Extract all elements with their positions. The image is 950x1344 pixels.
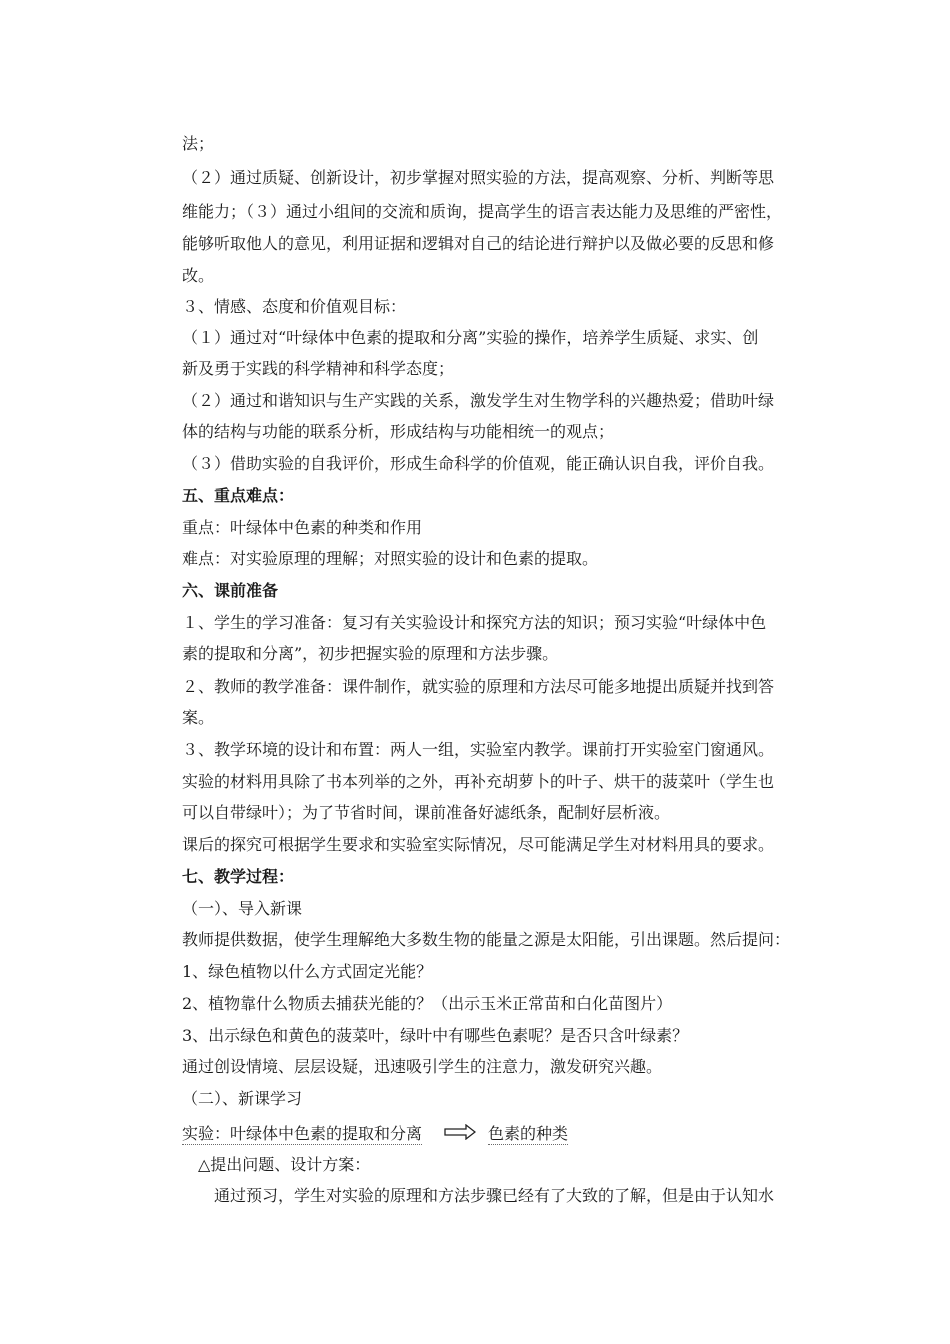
text-line: 改。 <box>182 266 215 285</box>
text-line: 通过预习，学生对实验的原理和方法步骤已经有了大致的了解，但是由于认知水 <box>214 1186 775 1205</box>
section-heading: 七、教学过程： <box>182 867 295 886</box>
text-line: 体的结构与功能的联系分析，形成结构与功能相统一的观点； <box>182 422 615 441</box>
right-arrow-icon <box>444 1124 476 1146</box>
text-line: 维能力；（３）通过小组间的交流和质询，提高学生的语言表达能力及思维的严密性， <box>182 202 783 221</box>
text-line: （３）借助实验的自我评价，形成生命科学的价值观，能正确认识自我，评价自我。 <box>182 454 775 473</box>
text-line: 实验的材料用具除了书本列举的之外，再补充胡萝卜的叶子、烘干的菠菜叶（学生也 <box>182 772 775 791</box>
text-line: 素的提取和分离”，初步把握实验的原理和方法步骤。 <box>182 644 559 663</box>
text-line: 新及勇于实践的科学精神和科学态度； <box>182 359 455 378</box>
text-line: 重点：叶绿体中色素的种类和作用 <box>182 518 423 537</box>
text-line: （二）、新课学习 <box>182 1089 303 1108</box>
text-line: 能够听取他人的意见，利用证据和逻辑对自己的结论进行辩护以及做必要的反思和修 <box>182 234 775 253</box>
text-line: 3、出示绿色和黄色的菠菜叶，绿叶中有哪些色素呢？是否只含叶绿素？ <box>182 1026 689 1045</box>
section-heading: 六、课前准备 <box>182 581 279 600</box>
text-line: （一）、导入新课 <box>182 899 303 918</box>
text-line: （２）通过质疑、创新设计，初步掌握对照实验的方法，提高观察、分析、判断等思 <box>182 168 775 187</box>
experiment-flow <box>182 1123 568 1149</box>
text-line: ２、教师的教学准备：课件制作，就实验的原理和方法尽可能多地提出质疑并找到答 <box>182 677 775 696</box>
text-line: 1、绿色植物以什么方式固定光能？ <box>182 962 433 981</box>
text-line: 教师提供数据，使学生理解绝大多数生物的能量之源是太阳能，引出课题。然后提问： <box>182 930 791 949</box>
text-line: △提出问题、设计方案： <box>198 1155 371 1174</box>
text-line: 可以自带绿叶）；为了节省时间，课前准备好滤纸条，配制好层析液。 <box>182 803 671 822</box>
text-line: （２）通过和谐知识与生产实践的关系，激发学生对生物学科的兴趣热爱；借助叶绿 <box>182 391 775 410</box>
section-subheading: ３、情感、态度和价值观目标： <box>182 297 407 316</box>
section-heading: 五、重点难点： <box>182 486 295 505</box>
text-line: 法； <box>182 134 215 153</box>
text-line: （１）通过对“叶绿体中色素的提取和分离”实验的操作，培养学生质疑、求实、创 <box>182 328 759 347</box>
flow-right-label: 色素的种类 <box>488 1124 569 1143</box>
text-line: １、学生的学习准备：复习有关实验设计和探究方法的知识；预习实验“叶绿体中色 <box>182 613 767 632</box>
text-line: ３、教学环境的设计和布置：两人一组，实验室内教学。课前打开实验室门窗通风。 <box>182 740 775 759</box>
flow-left-label: 实验：叶绿体中色素的提取和分离 <box>182 1124 423 1143</box>
text-line: 案。 <box>182 708 215 727</box>
text-line: 2、植物靠什么物质去捕获光能的？（出示玉米正常苗和白化苗图片） <box>182 994 673 1013</box>
text-line: 难点：对实验原理的理解；对照实验的设计和色素的提取。 <box>182 549 599 568</box>
text-line: 课后的探究可根据学生要求和实验室实际情况，尽可能满足学生对材料用具的要求。 <box>182 835 775 854</box>
text-line: 通过创设情境、层层设疑，迅速吸引学生的注意力，激发研究兴趣。 <box>182 1057 663 1076</box>
